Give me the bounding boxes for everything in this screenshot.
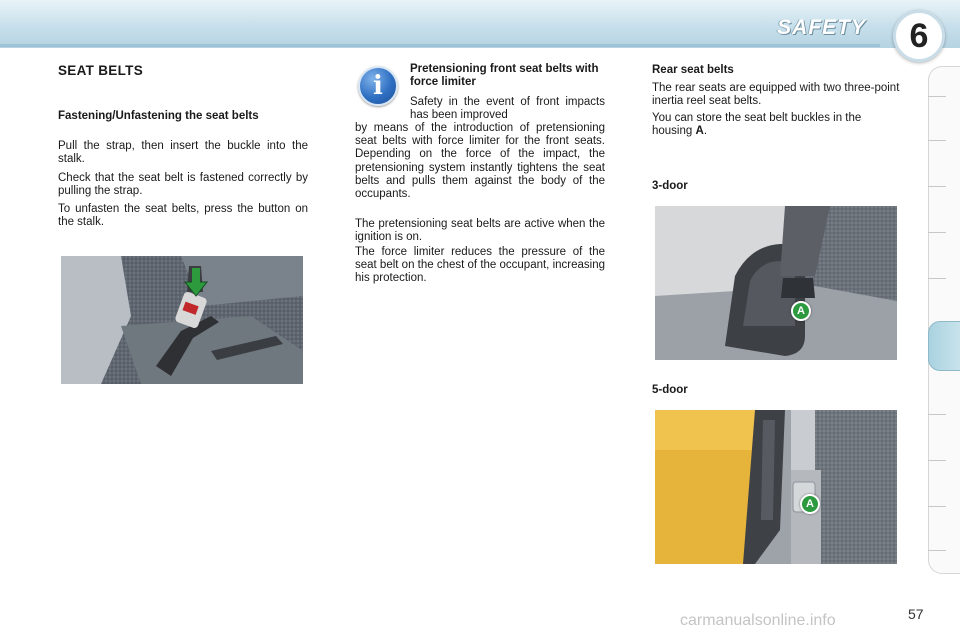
housing-marker: A [800,494,820,514]
tab-tick [928,460,946,461]
three-door-photo [655,206,897,360]
tab-tick [928,414,946,415]
section-title: SAFETY [777,16,866,39]
five-door-photo [655,410,897,564]
rear-belts-paragraph-2: You can store the seat belt buckles in the housing A. [652,112,862,138]
housing-marker: A [791,301,811,321]
fastening-paragraph-1: Pull the strap, then insert the buckle into the stalk. [58,140,308,166]
fastening-heading: Fastening/Unfastening the seat belts [58,110,259,122]
front-buckle-illustration [61,256,303,384]
chapter-badge: 6 [893,10,945,62]
tab-tick [928,550,946,551]
page-number: 57 [908,606,924,622]
front-buckle-photo [61,256,303,384]
tab-tick [928,140,946,141]
five-door-illustration [655,410,897,564]
pretensioning-paragraph-1-indent: Safety in the event of front impacts has been improved [410,96,605,122]
page-title: SEAT BELTS [58,63,144,78]
header-rule [0,44,880,47]
watermark: carmanualsonline.info [680,612,836,629]
tab-tick [928,96,946,97]
tab-tick [928,232,946,233]
three-door-illustration [655,206,897,360]
tab-tick [928,278,946,279]
five-door-label: 5-door [652,384,688,396]
info-icon: i [358,66,398,106]
tab-tick [928,186,946,187]
rear-belts-heading: Rear seat belts [652,64,734,76]
tab-tick [928,506,946,507]
fastening-paragraph-2: Check that the seat belt is fastened correctly by pulling the strap. [58,172,308,198]
pretensioning-paragraph-2: The pretensioning seat belts are active when the ignition is on. [355,218,605,244]
rear-belts-paragraph-1: The rear seats are equipped with two three-point inertia reel seat belts. [652,82,900,108]
active-chapter-tab[interactable] [928,321,960,371]
pretensioning-heading: Pretensioning front seat belts with force limiter [410,63,599,88]
chapter-tab-strip [928,66,960,574]
three-door-label: 3-door [652,180,688,192]
pretensioning-paragraph-1: by means of the introduction of pretensioning seat belts with force limiter for the front seats. Depending on the force of the impact, the pretensioning system instantly tightens the seat belts and pulls them against the body of the occupants. [355,122,605,201]
fastening-paragraph-3: To unfasten the seat belts, press the button on the stalk. [58,203,308,229]
pretensioning-paragraph-3: The force limiter reduces the pressure of the seat belt on the chest of the occupant, increasing his protection. [355,246,605,285]
